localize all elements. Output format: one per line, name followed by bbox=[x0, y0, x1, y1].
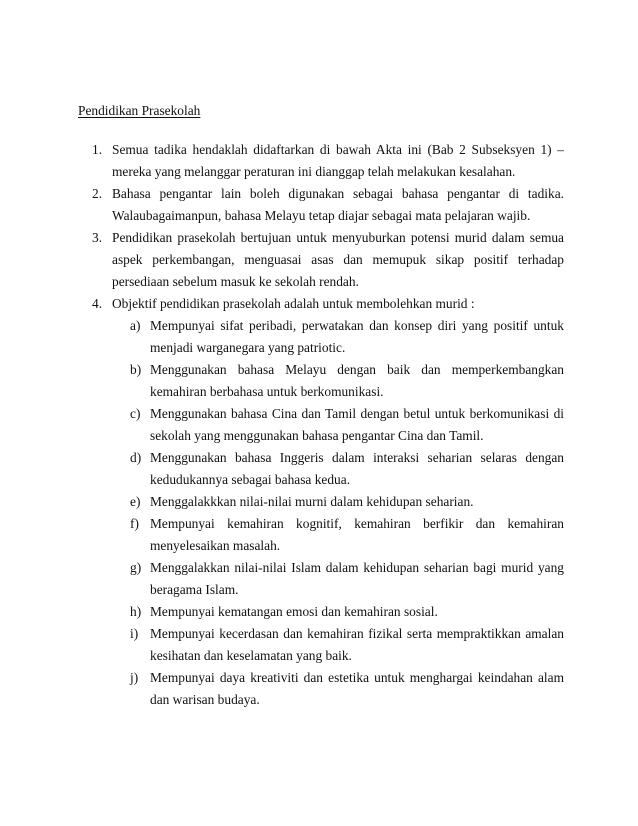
item-text: Objektif pendidikan prasekolah adalah untuk membolehkan murid : bbox=[112, 296, 475, 311]
list-item bbox=[80, 139, 564, 183]
item-text: Semua tadika hendaklah didaftarkan di bawah Akta ini (Bab 2 Subseksyen 1) – mereka yang melanggar peraturan ini dianggap telah melakukan kesalahan. bbox=[112, 142, 564, 179]
section-heading: Pendidikan Prasekolah bbox=[78, 103, 201, 118]
sublist-item bbox=[130, 491, 564, 513]
sublist-letter: b) bbox=[130, 362, 142, 377]
sublist-text: Menggunakan bahasa Cina dan Tamil dengan betul untuk berkomunikasi di sekolah yang menggunakan bahasa pengantar Cina dan Tamil. bbox=[150, 406, 564, 443]
sublist-text: Menggalakkkan nilai-nilai murni dalam kehidupan seharian. bbox=[150, 494, 474, 509]
sublist-text: Mempunyai daya kreativiti dan estetika untuk menghargai keindahan alam dan warisan budaya. bbox=[150, 670, 564, 707]
item-text: Pendidikan prasekolah bertujuan untuk menyuburkan potensi murid dalam semua aspek perkembangan, menguasai asas dan memupuk sikap positif terhadap persediaan sebelum masuk ke sekolah rendah. bbox=[112, 230, 564, 289]
list-item bbox=[80, 227, 564, 293]
objectives-sublist bbox=[130, 315, 564, 711]
sublist-item bbox=[130, 623, 564, 667]
sublist-letter: g) bbox=[130, 560, 142, 575]
item-number: 2. bbox=[92, 186, 103, 201]
sublist-text: Menggunakan bahasa Melayu dengan baik dan memperkembangkan kemahiran berbahasa untuk berkomunikasi. bbox=[150, 362, 564, 399]
sublist-item bbox=[130, 667, 564, 711]
sublist-item bbox=[130, 601, 564, 623]
sublist-text: Mempunyai kematangan emosi dan kemahiran sosial. bbox=[150, 604, 438, 619]
sublist-letter: e) bbox=[130, 494, 141, 509]
item-number: 3. bbox=[92, 230, 103, 245]
sublist-item bbox=[130, 359, 564, 403]
sublist-text: Mempunyai kecerdasan dan kemahiran fizikal serta mempraktikkan amalan kesihatan dan keselamatan yang baik. bbox=[150, 626, 564, 663]
item-text: Bahasa pengantar lain boleh digunakan sebagai bahasa pengantar di tadika. Walaubagaimanpun, bahasa Melayu tetap diajar sebagai mata pelajaran wajib. bbox=[112, 186, 564, 223]
sublist-letter: f) bbox=[130, 516, 139, 531]
sublist-letter: h) bbox=[130, 604, 142, 619]
sublist-text: Menggunakan bahasa Inggeris dalam interaksi seharian selaras dengan kedudukannya sebagai bahasa kedua. bbox=[150, 450, 564, 487]
sublist-item bbox=[130, 513, 564, 557]
sublist-text: Mempunyai sifat peribadi, perwatakan dan konsep diri yang positif untuk menjadi warganegara yang patriotic. bbox=[150, 318, 564, 355]
sublist-item bbox=[130, 447, 564, 491]
sublist-letter: j) bbox=[130, 670, 139, 685]
sublist-letter: c) bbox=[130, 406, 141, 421]
item-number: 1. bbox=[92, 142, 103, 157]
item-number: 4. bbox=[92, 296, 103, 311]
sublist-item bbox=[130, 403, 564, 447]
sublist-letter: d) bbox=[130, 450, 142, 465]
sublist-text: Mempunyai kemahiran kognitif, kemahiran berfikir dan kemahiran menyelesaikan masalah. bbox=[150, 516, 564, 553]
sublist-item bbox=[130, 315, 564, 359]
sublist-text: Menggalakkan nilai-nilai Islam dalam kehidupan seharian bagi murid yang beragama Islam. bbox=[150, 560, 564, 597]
sublist-letter: a) bbox=[130, 318, 141, 333]
sublist-letter: i) bbox=[130, 626, 139, 641]
numbered-list bbox=[80, 139, 564, 711]
list-item bbox=[80, 183, 564, 227]
sublist-item bbox=[130, 557, 564, 601]
list-item bbox=[80, 293, 564, 315]
